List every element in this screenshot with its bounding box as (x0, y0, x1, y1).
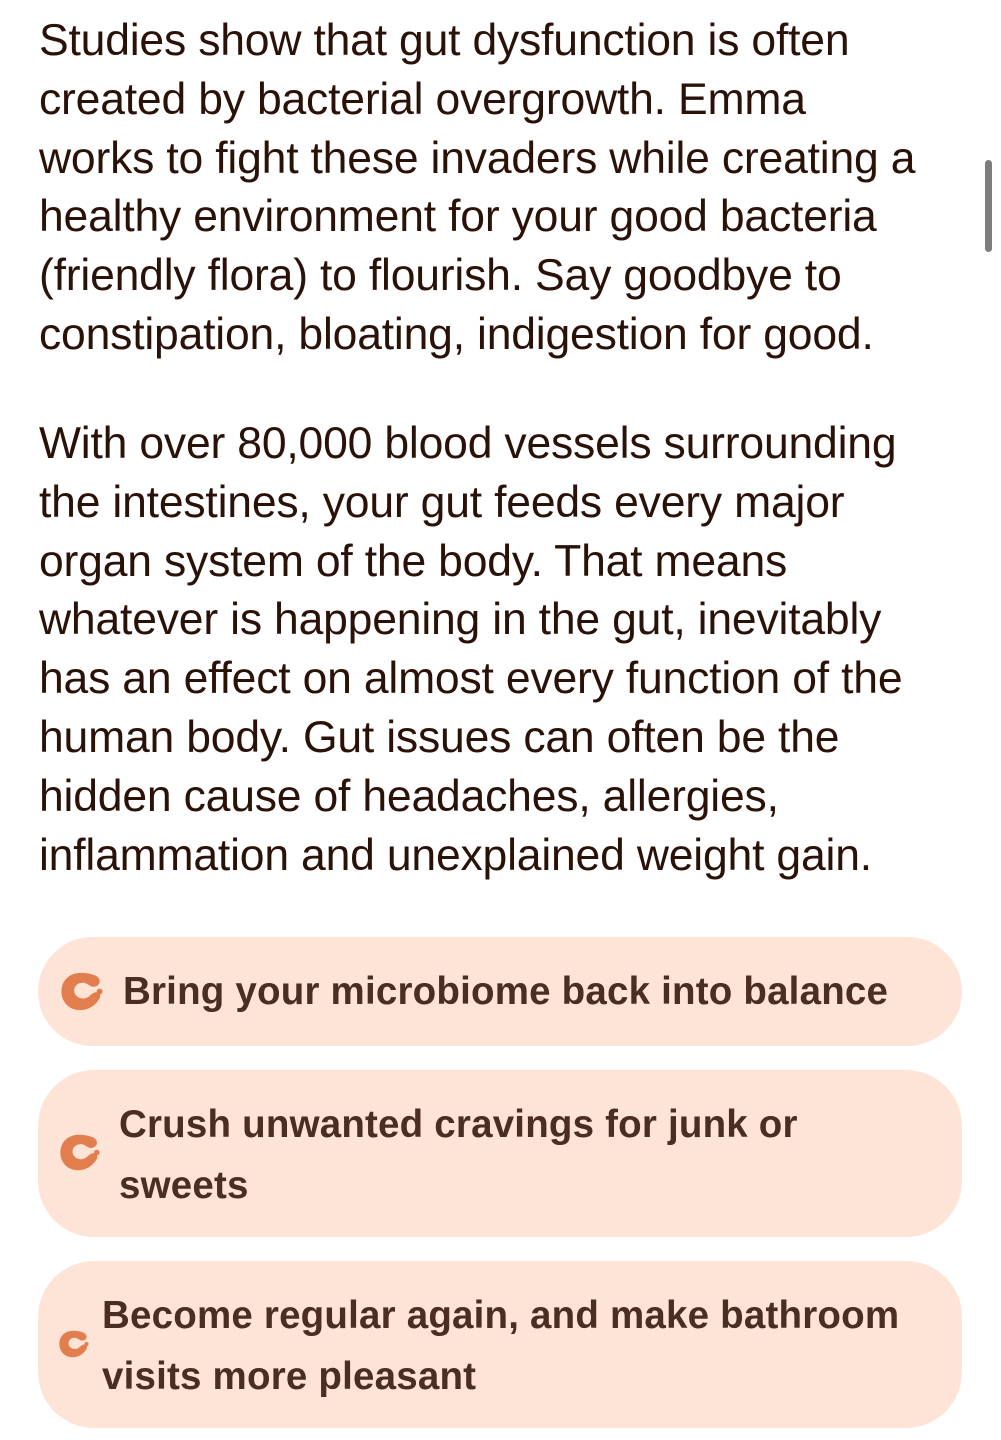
text-line: works to fight these invaders while creating a (39, 133, 916, 183)
text-line: has an effect on almost every function of the (39, 654, 903, 704)
text-line: Studies show that gut dysfunction is often (39, 16, 850, 65)
text-line: constipation, bloating, indigestion for good. (39, 309, 874, 359)
text-line: (friendly flora) to flourish. Say goodbye to (39, 251, 842, 301)
text-line: the intestines, your gut feeds every major (39, 477, 845, 527)
text-line: hidden cause of headaches, allergies, (39, 771, 779, 821)
text-line: human body. Gut issues can often be the (39, 712, 840, 762)
stomach-icon (57, 1328, 91, 1360)
benefit-text (119, 1094, 798, 1216)
paragraph-blood-vessels (39, 415, 984, 885)
text-line: healthy environment for your good bacteria (39, 192, 877, 242)
benefit-item-regularity (38, 1261, 962, 1428)
stomach-icon (58, 969, 106, 1014)
text-line: With over 80,000 blood vessels surrounding (39, 419, 897, 468)
benefit-line: Bring your microbiome back into balance (123, 970, 889, 1013)
scrollbar-thumb[interactable] (985, 160, 992, 252)
benefit-line: sweets (119, 1164, 249, 1207)
text-line: whatever is happening in the gut, inevitably (39, 595, 882, 645)
stomach-icon (57, 1131, 103, 1174)
benefit-line: Crush unwanted cravings for junk or (119, 1103, 798, 1146)
benefit-line: Become regular again, and make bathroom (102, 1294, 900, 1337)
text-line: organ system of the body. That means (39, 536, 788, 586)
paragraph-gut-dysfunction (39, 12, 984, 365)
benefit-item-cravings (38, 1070, 962, 1237)
text-line: inflammation and unexplained weight gain. (39, 830, 872, 880)
text-line: created by bacterial overgrowth. Emma (39, 74, 806, 124)
benefit-line: visits more pleasant (102, 1355, 477, 1398)
benefit-text (123, 937, 888, 1046)
benefit-text (102, 1285, 899, 1407)
benefit-item-microbiome (38, 937, 962, 1046)
